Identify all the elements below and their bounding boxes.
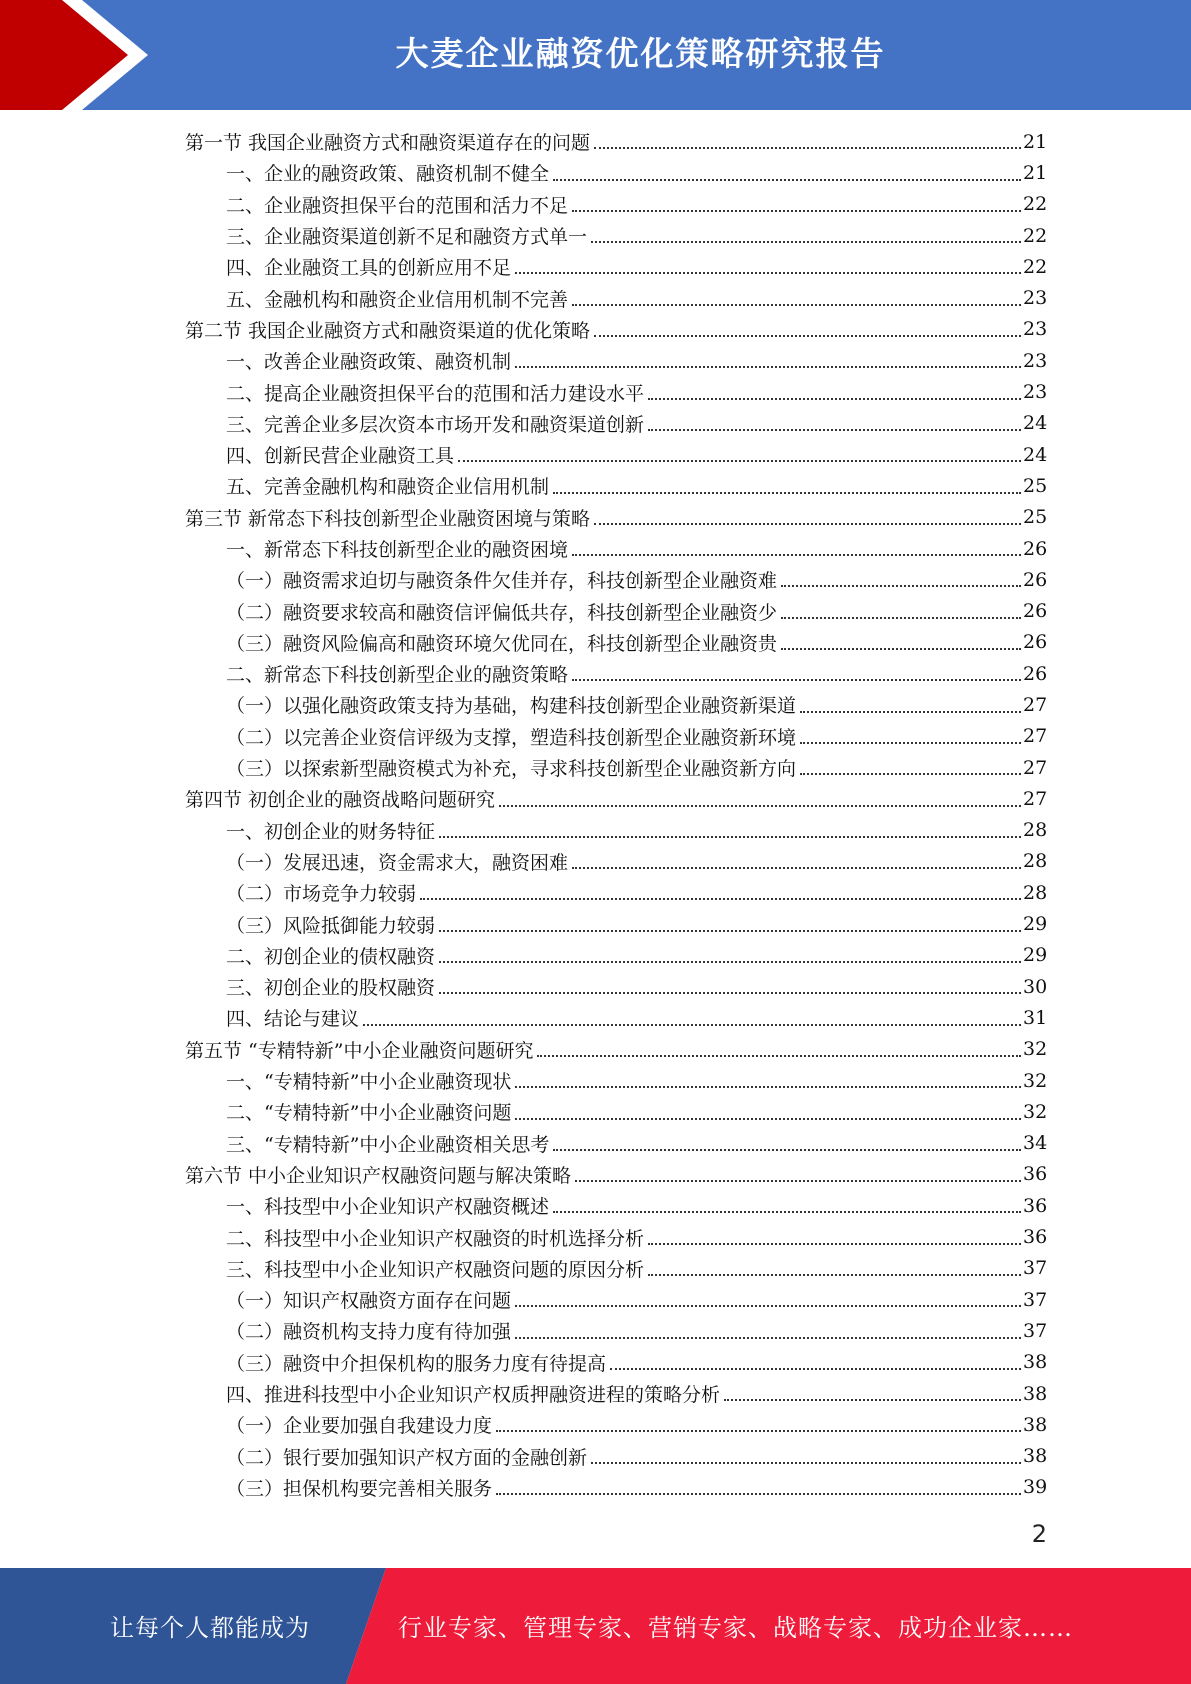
toc-entry-page: 36 (1023, 1226, 1048, 1249)
toc-entry-label: （一）企业要加强自我建设力度 (226, 1415, 493, 1438)
toc-entry[interactable] (0, 345, 1191, 376)
toc-entry-label: （二）融资机构支持力度有待加强 (226, 1321, 512, 1344)
toc-entry-page: 38 (1023, 1445, 1048, 1468)
toc-entry-label: （一）知识产权融资方面存在问题 (226, 1290, 512, 1313)
toc-entry-page: 29 (1023, 913, 1048, 936)
toc-dot-leader (499, 804, 1021, 807)
toc-entry-label: （二）市场竞争力较弱 (226, 883, 417, 906)
toc-entry-label: 第三节 新常态下科技创新型企业融资困境与策略 (185, 507, 591, 530)
toc-entry-label: （三）融资中介担保机构的服务力度有待提高 (226, 1352, 607, 1375)
toc-entry[interactable] (0, 595, 1191, 626)
toc-dot-leader (439, 929, 1021, 932)
toc-dot-leader (591, 1461, 1021, 1464)
toc-entry-page: 24 (1023, 443, 1048, 466)
toc-entry-label: 五、金融机构和融资企业信用机制不完善 (226, 288, 569, 311)
toc-dot-leader (648, 397, 1021, 400)
report-title: 大麦企业融资优化策略研究报告 (395, 34, 886, 73)
toc-dot-leader (572, 678, 1021, 681)
toc-entry-page: 23 (1023, 349, 1048, 372)
toc-dot-leader (575, 1179, 1021, 1182)
toc-entry-page: 23 (1023, 318, 1048, 341)
toc-entry-label: 三、完善企业多层次资本市场开发和融资渠道创新 (226, 413, 645, 436)
toc-entry[interactable] (0, 1221, 1191, 1252)
toc-entry-label: 一、改善企业融资政策、融资机制 (226, 351, 512, 374)
toc-dot-leader (553, 178, 1021, 181)
toc-entry-page: 27 (1023, 693, 1048, 716)
footer-slogan-left: 让每个人都能成为 (110, 1614, 310, 1642)
toc-entry-label: 二、科技型中小企业知识产权融资的时机选择分析 (226, 1227, 645, 1250)
toc-dot-leader (781, 616, 1021, 619)
toc-dot-leader (439, 960, 1021, 963)
toc-dot-leader (724, 1398, 1021, 1401)
toc-entry-page: 37 (1023, 1319, 1048, 1342)
toc-entry-label: 第一节 我国企业融资方式和融资渠道存在的问题 (185, 132, 591, 155)
toc-entry-label: 四、创新民营企业融资工具 (226, 445, 455, 468)
toc-dot-leader (610, 1367, 1021, 1370)
table-of-contents (0, 126, 1191, 1503)
toc-entry-page: 26 (1023, 537, 1048, 560)
toc-dot-leader (553, 1210, 1021, 1213)
toc-entry[interactable] (0, 282, 1191, 313)
page-header (0, 0, 1191, 110)
toc-entry-page: 22 (1023, 224, 1048, 247)
toc-entry[interactable] (0, 220, 1191, 251)
toc-dot-leader (515, 1336, 1021, 1339)
toc-entry[interactable] (0, 376, 1191, 407)
toc-entry-page: 31 (1023, 1006, 1048, 1029)
toc-entry-page: 32 (1023, 1069, 1048, 1092)
toc-entry[interactable] (0, 1159, 1191, 1190)
toc-dot-leader (800, 772, 1021, 775)
toc-entry-page: 30 (1023, 975, 1048, 998)
toc-entry-label: 第二节 我国企业融资方式和融资渠道的优化策略 (185, 319, 591, 342)
toc-entry-label: （一）以强化融资政策支持为基础，构建科技创新型企业融资新渠道 (226, 695, 797, 718)
toc-entry[interactable] (0, 1378, 1191, 1409)
toc-entry-page: 26 (1023, 631, 1048, 654)
toc-entry-label: （一）融资需求迫切与融资条件欠佳并存，科技创新型企业融资难 (226, 570, 778, 593)
toc-entry-label: （三）风险抵御能力较弱 (226, 914, 436, 937)
toc-dot-leader (515, 1085, 1021, 1088)
toc-dot-leader (800, 710, 1021, 713)
toc-entry[interactable] (0, 1128, 1191, 1159)
toc-entry[interactable] (0, 752, 1191, 783)
toc-entry-label: 一、新常态下科技创新型企业的融资困境 (226, 539, 569, 561)
toc-entry[interactable] (0, 846, 1191, 877)
toc-entry-page: 38 (1023, 1382, 1048, 1405)
toc-entry[interactable] (0, 815, 1191, 846)
toc-entry-label: 第五节 “专精特新”中小企业融资问题研究 (185, 1039, 534, 1062)
toc-entry-page: 25 (1023, 474, 1048, 497)
toc-entry-page: 28 (1023, 850, 1048, 873)
toc-dot-leader (515, 365, 1021, 368)
toc-dot-leader (781, 584, 1021, 587)
toc-dot-leader (594, 522, 1021, 525)
toc-entry-label: 第六节 中小企业知识产权融资问题与解决策略 (185, 1164, 572, 1187)
toc-dot-leader (439, 835, 1021, 838)
toc-dot-leader (648, 428, 1021, 431)
toc-entry[interactable] (0, 908, 1191, 939)
toc-entry-page: 25 (1023, 506, 1048, 529)
footer-slogan-right: 行业专家、管理专家、营销专家、战略专家、成功企业家…… (398, 1614, 1073, 1642)
toc-entry[interactable] (0, 251, 1191, 282)
toc-entry-label: 二、新常态下科技创新型企业的融资策略 (226, 664, 569, 687)
toc-entry-label: 四、结论与建议 (226, 1008, 360, 1031)
toc-entry-page: 22 (1023, 193, 1048, 216)
toc-entry[interactable] (0, 439, 1191, 470)
toc-entry-label: 一、“专精特新”中小企业融资现状 (226, 1071, 512, 1094)
toc-entry-label: 二、“专精特新”中小企业融资问题 (226, 1102, 512, 1125)
toc-entry-label: （三）融资风险偏高和融资环境欠优同在，科技创新型企业融资贵 (226, 632, 778, 655)
toc-entry-page: 36 (1023, 1194, 1048, 1217)
toc-entry[interactable] (0, 533, 1191, 564)
toc-entry[interactable] (0, 721, 1191, 752)
toc-entry-label: （二）融资要求较高和融资信评偏低共存，科技创新型企业融资少 (226, 601, 778, 624)
toc-dot-leader (363, 1023, 1021, 1026)
toc-entry[interactable] (0, 314, 1191, 345)
toc-entry[interactable] (0, 1190, 1191, 1221)
toc-entry-page: 24 (1023, 412, 1048, 435)
toc-entry-label: 三、企业融资渠道创新不足和融资方式单一 (226, 226, 588, 249)
page-number: 2 (1031, 1520, 1047, 1548)
toc-dot-leader (515, 271, 1021, 274)
toc-entry-label: 第四节 初创企业的融资战略问题研究 (185, 789, 496, 812)
toc-entry-page: 27 (1023, 756, 1048, 779)
toc-dot-leader (572, 209, 1021, 212)
toc-entry-page: 29 (1023, 944, 1048, 967)
toc-entry-page: 38 (1023, 1351, 1048, 1374)
toc-entry[interactable] (0, 564, 1191, 595)
toc-dot-leader (800, 741, 1021, 744)
toc-entry-page: 37 (1023, 1257, 1048, 1280)
toc-entry-label: 一、初创企业的财务特征 (226, 820, 436, 843)
toc-entry[interactable] (0, 1034, 1191, 1065)
toc-dot-leader (515, 1304, 1021, 1307)
toc-entry[interactable] (0, 408, 1191, 439)
toc-entry-label: （二）银行要加强知识产权方面的金融创新 (226, 1446, 588, 1469)
toc-dot-leader (572, 866, 1021, 869)
toc-dot-leader (572, 553, 1021, 556)
toc-entry-page: 26 (1023, 568, 1048, 591)
toc-entry-page: 32 (1023, 1100, 1048, 1123)
toc-entry-label: 二、企业融资担保平台的范围和活力不足 (226, 194, 569, 217)
toc-entry-page: 23 (1023, 381, 1048, 404)
toc-entry-label: 二、提高企业融资担保平台的范围和活力建设水平 (226, 382, 645, 405)
toc-entry[interactable] (0, 126, 1191, 157)
toc-dot-leader (496, 1429, 1021, 1432)
toc-entry[interactable] (0, 689, 1191, 720)
toc-entry-label: （二）以完善企业资信评级为支撑，塑造科技创新型企业融资新环境 (226, 726, 797, 749)
toc-entry-label: （三）担保机构要完善相关服务 (226, 1477, 493, 1500)
toc-entry[interactable] (0, 502, 1191, 533)
toc-dot-leader (496, 1492, 1021, 1495)
toc-entry-label: 五、完善金融机构和融资企业信用机制 (226, 476, 550, 499)
toc-entry-page: 36 (1023, 1163, 1048, 1186)
toc-entry[interactable] (0, 1347, 1191, 1378)
toc-entry-page: 27 (1023, 725, 1048, 748)
toc-dot-leader (553, 1148, 1021, 1151)
toc-entry[interactable] (0, 971, 1191, 1002)
toc-dot-leader (458, 459, 1021, 462)
toc-entry-label: 一、科技型中小企业知识产权融资概述 (226, 1196, 550, 1219)
toc-entry[interactable] (0, 783, 1191, 814)
toc-entry-page: 28 (1023, 881, 1048, 904)
toc-entry-page: 28 (1023, 819, 1048, 842)
toc-entry-label: （三）以探索新型融资模式为补充，寻求科技创新型企业融资新方向 (226, 758, 797, 781)
toc-entry-page: 21 (1023, 130, 1048, 153)
toc-entry-page: 34 (1023, 1132, 1048, 1155)
toc-dot-leader (591, 240, 1021, 243)
toc-entry-label: 三、科技型中小企业知识产权融资问题的原因分析 (226, 1258, 645, 1281)
toc-entry-page: 37 (1023, 1288, 1048, 1311)
toc-entry-page: 23 (1023, 287, 1048, 310)
toc-entry[interactable] (0, 1002, 1191, 1033)
toc-entry[interactable] (0, 1315, 1191, 1346)
toc-entry[interactable] (0, 1284, 1191, 1315)
toc-entry[interactable] (0, 1096, 1191, 1127)
toc-entry-page: 26 (1023, 662, 1048, 685)
toc-entry-page: 22 (1023, 255, 1048, 278)
toc-entry-label: 四、推进科技型中小企业知识产权质押融资进程的策略分析 (226, 1384, 721, 1407)
toc-entry-label: 一、企业的融资政策、融资机制不健全 (226, 163, 550, 186)
toc-entry-label: 四、企业融资工具的创新应用不足 (226, 257, 512, 280)
toc-entry[interactable] (0, 1253, 1191, 1284)
toc-entry[interactable] (0, 470, 1191, 501)
toc-dot-leader (594, 334, 1021, 337)
toc-entry-page: 26 (1023, 600, 1048, 623)
toc-entry-page: 39 (1023, 1476, 1048, 1499)
toc-dot-leader (420, 897, 1021, 900)
toc-dot-leader (781, 647, 1021, 650)
toc-entry-label: （一）发展迅速，资金需求大，融资困难 (226, 851, 569, 874)
toc-entry-page: 27 (1023, 787, 1048, 810)
toc-entry[interactable] (0, 189, 1191, 220)
toc-entry[interactable] (0, 1440, 1191, 1471)
toc-entry[interactable] (0, 877, 1191, 908)
toc-entry[interactable] (0, 658, 1191, 689)
toc-entry-label: 二、初创企业的债权融资 (226, 945, 436, 968)
toc-entry[interactable] (0, 627, 1191, 658)
toc-dot-leader (572, 303, 1021, 306)
toc-entry-label: 三、“专精特新”中小企业融资相关思考 (226, 1133, 550, 1156)
toc-entry[interactable] (0, 1409, 1191, 1440)
toc-entry-label: 三、初创企业的股权融资 (226, 977, 436, 1000)
toc-entry-page: 38 (1023, 1413, 1048, 1436)
toc-entry[interactable] (0, 157, 1191, 188)
toc-dot-leader (594, 146, 1021, 149)
toc-entry-page: 21 (1023, 161, 1048, 184)
toc-dot-leader (439, 991, 1021, 994)
toc-dot-leader (537, 1054, 1021, 1057)
toc-dot-leader (515, 1117, 1021, 1120)
toc-entry[interactable] (0, 940, 1191, 971)
toc-entry-page: 32 (1023, 1038, 1048, 1061)
toc-dot-leader (648, 1242, 1021, 1245)
toc-dot-leader (648, 1273, 1021, 1276)
toc-entry[interactable] (0, 1065, 1191, 1096)
toc-entry[interactable] (0, 1472, 1191, 1503)
page-footer (0, 1568, 1191, 1684)
toc-dot-leader (553, 491, 1021, 494)
